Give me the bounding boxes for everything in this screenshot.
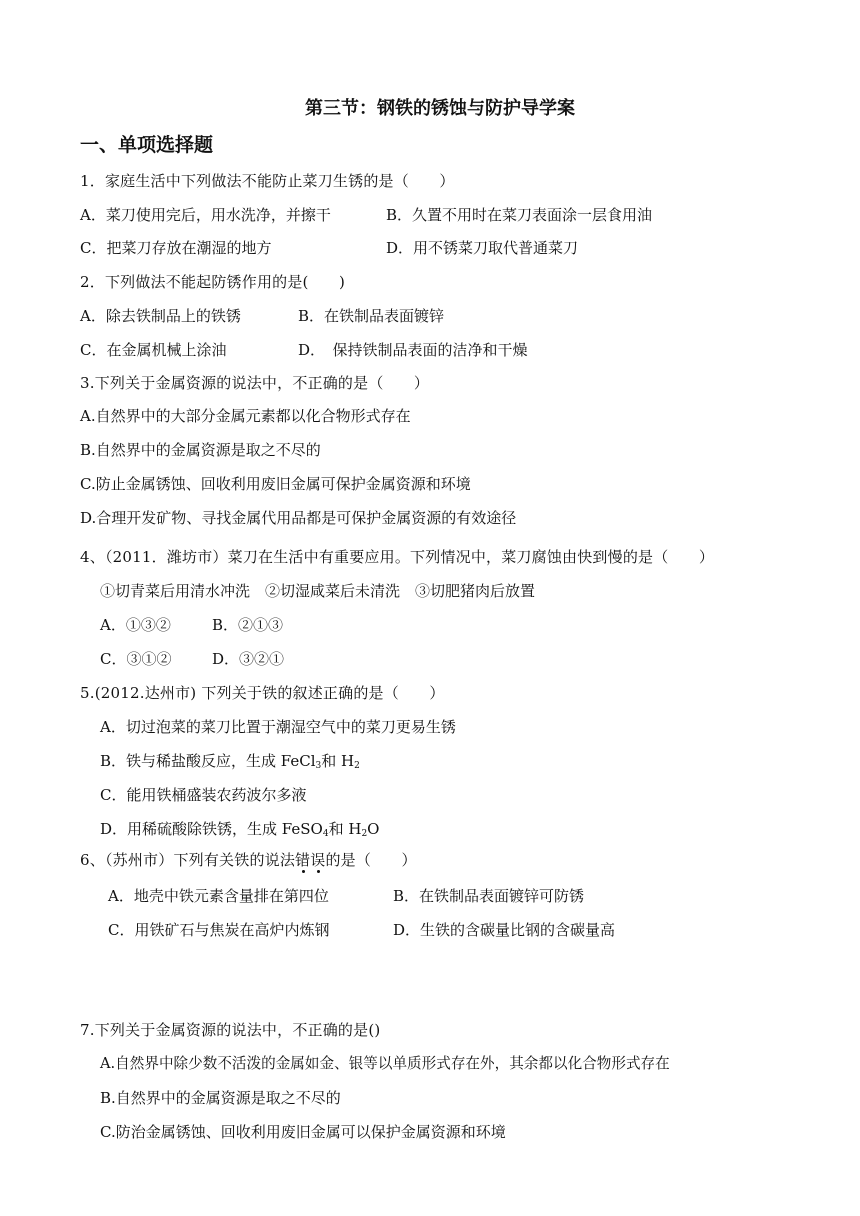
question-2-option-b: B．在铁制品表面镀锌 (298, 307, 445, 325)
question-1-option-c: C．把菜刀存放在潮湿的地方 (80, 239, 272, 257)
question-5-option-d: D．用稀硫酸除铁锈，生成 FeSO$_4$和 $H_2O$ (100, 820, 380, 839)
question-6-stem: 6、（苏州市）下列有关铁的说法错误的是（ ） (80, 851, 417, 869)
question-4-option-b: B．②①③ (212, 616, 284, 634)
question-5-option-c: C．能用铁桶盛装农药波尔多液 (100, 786, 307, 804)
question-6-option-a: A．地壳中铁元素含量排在第四位 (108, 887, 329, 905)
question-2-option-d: D． 保持铁制品表面的洁净和干燥 (298, 341, 528, 359)
question-1-stem: 1．家庭生活中下列做法不能防止菜刀生锈的是（ ） (80, 172, 455, 190)
question-6-option-c: C．用铁矿石与焦炭在高炉内炼钢 (108, 921, 330, 939)
question-6-option-b: B．在铁制品表面镀锌可防锈 (393, 887, 585, 905)
question-1-option-b: B．久置不用时在菜刀表面涂一层食用油 (386, 206, 653, 224)
question-3-stem: 3.下列关于金属资源的说法中，不正确的是（ ） (80, 374, 430, 392)
question-4-stem: 4、（2011．潍坊市）菜刀在生活中有重要应用。下列情况中，菜刀腐蚀由快到慢的是（ ） (80, 548, 715, 566)
question-4-option-c: C．③①② (100, 650, 172, 668)
question-5-stem: 5.(2012.达州市) 下列关于铁的叙述正确的是（ ） (80, 684, 445, 702)
question-1-option-d: D．用不锈菜刀取代普通菜刀 (386, 239, 579, 257)
question-3-option-d: D.合理开发矿物、寻找金属代用品都是可保护金属资源的有效途径 (80, 509, 517, 527)
question-7-option-c: C.防治金属锈蚀、回收利用废旧金属可以保护金属资源和环境 (100, 1123, 506, 1141)
question-3-option-a: A.自然界中的大部分金属元素都以化合物形式存在 (80, 407, 411, 425)
question-2-stem: 2．下列做法不能起防锈作用的是( ) (80, 273, 346, 291)
question-5-option-b: B．铁与稀盐酸反应，生成 FeCl$_3$和 $H_2$ (100, 752, 360, 771)
question-5-option-a: A．切过泡菜的菜刀比置于潮湿空气中的菜刀更易生锈 (100, 718, 456, 736)
page-title: 第三节：钢铁的锈蚀与防护导学案 (305, 98, 575, 119)
question-7-option-b: B.自然界中的金属资源是取之不尽的 (100, 1089, 341, 1107)
emphasis-char: 错 (295, 851, 311, 869)
question-7-option-a: A.自然界中除少数不活泼的金属如金、银等以单质形式存在外，其余都以化合物形式存在 (100, 1055, 670, 1072)
question-7-stem: 7.下列关于金属资源的说法中，不正确的是() (80, 1021, 381, 1039)
question-4-items: ①切青菜后用清水冲洗 ②切湿咸菜后未清洗 ③切肥猪肉后放置 (100, 582, 536, 600)
question-4-option-a: A．①③② (100, 616, 171, 634)
section-heading: 一、单项选择题 (80, 134, 214, 156)
question-2-option-c: C．在金属机械上涂油 (80, 341, 227, 359)
question-1-option-a: A．菜刀使用完后，用水洗净，并擦干 (80, 206, 331, 224)
question-3-option-c: C.防止金属锈蚀、回收利用废旧金属可保护金属资源和环境 (80, 475, 471, 493)
emphasis-char: 误 (310, 851, 326, 869)
question-6-option-d: D．生铁的含碳量比钢的含碳量高 (393, 921, 616, 939)
question-3-option-b: B.自然界中的金属资源是取之不尽的 (80, 441, 321, 459)
question-2-option-a: A．除去铁制品上的铁锈 (80, 307, 241, 325)
question-4-option-d: D．③②① (212, 650, 285, 668)
